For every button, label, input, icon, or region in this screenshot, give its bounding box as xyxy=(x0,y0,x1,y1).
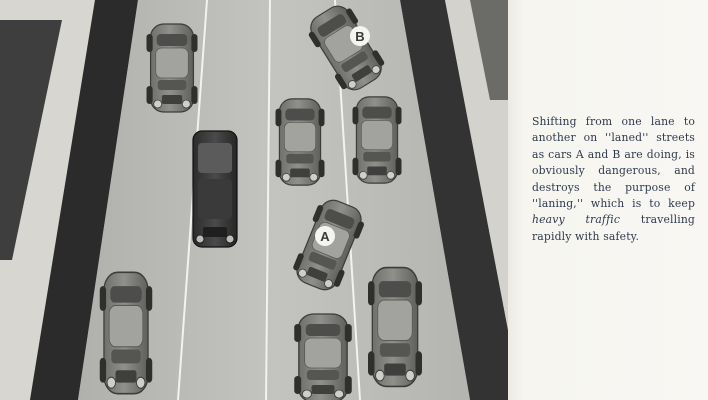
car-right-lane xyxy=(353,97,402,183)
caption-emphasis: heavy traffic xyxy=(532,213,621,227)
caption-text: Shifting from one lane to another on ''laned'' streets as cars A and B are doing, is obviously dangerous, and destroys the purpose of ''laning,'' which is to keep xyxy=(532,115,695,211)
car-bottom-left xyxy=(100,272,153,393)
car-b-marker xyxy=(350,26,370,46)
caption-text-end: travelling rapidly with safety. xyxy=(532,213,695,243)
car-center-lane xyxy=(276,99,325,185)
text-page xyxy=(508,0,708,400)
car-b-label: B xyxy=(355,29,365,44)
dark-car-left-lane xyxy=(193,131,237,247)
car-top-left xyxy=(147,24,198,112)
car-a-label: A xyxy=(320,229,330,244)
photo-caption xyxy=(532,114,695,245)
car-bottom-center xyxy=(294,314,352,400)
car-a-marker xyxy=(315,226,335,246)
car-bottom-right xyxy=(368,268,422,387)
